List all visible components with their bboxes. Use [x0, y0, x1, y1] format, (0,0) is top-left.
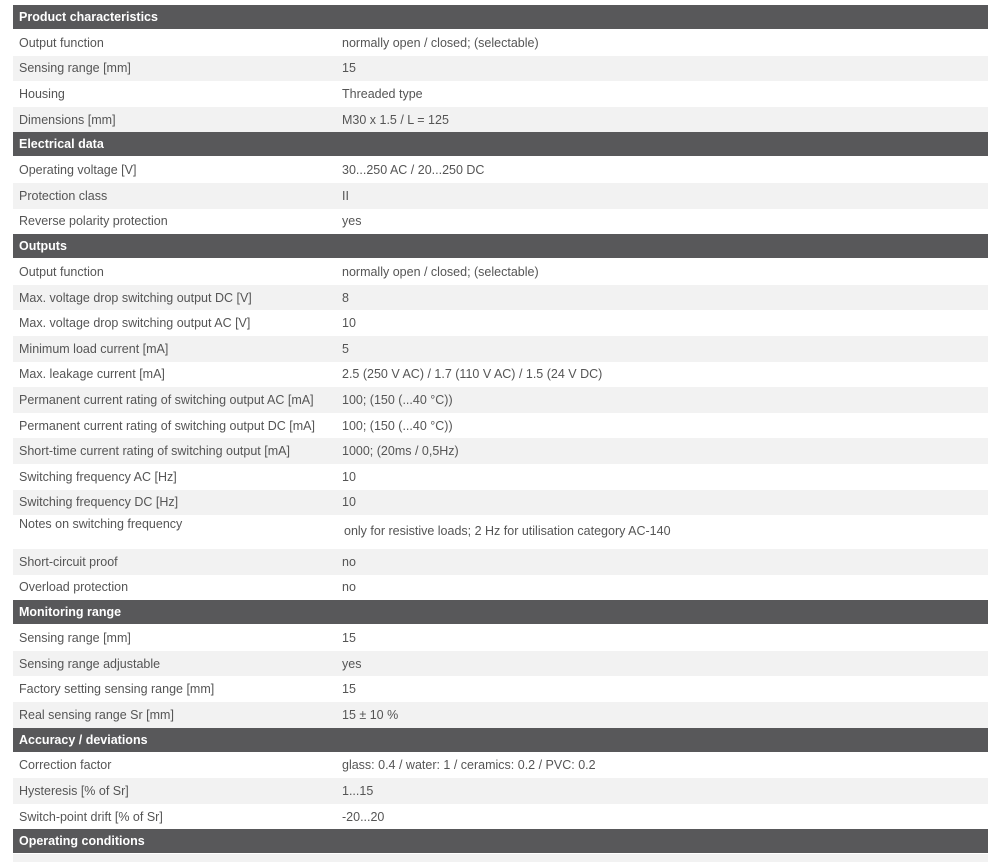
section-header: Operating conditions — [13, 829, 988, 854]
table-row — [13, 183, 988, 209]
row-label: Operating voltage [V] — [19, 163, 137, 178]
row-label: Real sensing range Sr [mm] — [19, 707, 174, 722]
table-row — [13, 854, 988, 862]
row-value: 10 — [342, 316, 356, 331]
row-label: Sensing range adjustable — [19, 656, 161, 671]
section-rows — [13, 259, 988, 600]
row-label: Switching frequency DC [Hz] — [19, 495, 179, 510]
table-row — [13, 651, 988, 677]
row-label: Sensing range [mm] — [19, 631, 131, 646]
section-rows — [13, 625, 988, 727]
table-row — [13, 676, 988, 702]
row-label: Sensing range [mm] — [19, 61, 131, 76]
table-row — [13, 778, 988, 804]
row-label: Max. leakage current [mA] — [19, 367, 165, 382]
row-label: Output function — [19, 35, 104, 50]
row-value: normally open / closed; (selectable) — [342, 35, 539, 50]
row-value: no — [342, 580, 356, 595]
row-value: yes — [342, 214, 362, 229]
row-label: Switching frequency AC [Hz] — [19, 469, 177, 484]
row-label: Short-circuit proof — [19, 554, 118, 569]
table-row — [13, 515, 988, 549]
row-label: Factory setting sensing range [mm] — [19, 682, 215, 697]
row-label: Max. voltage drop switching output AC [V] — [19, 316, 251, 331]
table-row — [13, 157, 988, 183]
table-row — [13, 30, 988, 56]
row-value: 5 — [342, 341, 349, 356]
row-label: Max. voltage drop switching output DC [V] — [19, 290, 252, 305]
row-value: only for resistive loads; 2 Hz for utilisation category AC-140 — [344, 524, 671, 539]
row-value: glass: 0.4 / water: 1 / ceramics: 0.2 / PVC: 0.2 — [342, 758, 596, 773]
table-row — [13, 702, 988, 728]
table-row — [13, 56, 988, 82]
row-value: M30 x 1.5 / L = 125 — [342, 112, 449, 127]
spec-table — [13, 5, 988, 862]
row-value: no — [342, 554, 356, 569]
row-value: yes — [342, 656, 362, 671]
table-row — [13, 107, 988, 133]
table-row — [13, 362, 988, 388]
table-row — [13, 438, 988, 464]
row-label: Protection class — [19, 188, 108, 203]
section-header: Monitoring range — [13, 600, 988, 625]
table-row — [13, 81, 988, 107]
spec-section — [13, 829, 988, 854]
table-row — [13, 413, 988, 439]
row-label: Switch-point drift [% of Sr] — [19, 809, 163, 824]
row-value: 30...250 AC / 20...250 DC — [342, 163, 485, 178]
spec-section — [13, 5, 988, 132]
spec-section — [13, 600, 988, 727]
section-header: Accuracy / deviations — [13, 728, 988, 753]
section-rows — [13, 753, 988, 830]
section-rows — [13, 30, 988, 132]
table-row — [13, 310, 988, 336]
section-rows — [13, 157, 988, 234]
table-row — [13, 464, 988, 490]
spec-section — [13, 132, 988, 234]
row-label: Minimum load current [mA] — [19, 341, 169, 356]
row-value: Threaded type — [342, 86, 423, 101]
table-row — [13, 490, 988, 516]
table-row — [13, 209, 988, 235]
row-value: 1000; (20ms / 0,5Hz) — [342, 444, 459, 459]
table-row — [13, 804, 988, 830]
row-label: Reverse polarity protection — [19, 214, 168, 229]
table-row — [13, 285, 988, 311]
row-value: 10 — [342, 469, 356, 484]
row-label: Notes on switching frequency — [19, 517, 183, 532]
row-label: Output function — [19, 264, 104, 279]
row-label: Correction factor — [19, 758, 112, 773]
row-value: 2.5 (250 V AC) / 1.7 (110 V AC) / 1.5 (24 V DC) — [342, 367, 603, 382]
spec-section — [13, 234, 988, 600]
table-row — [13, 549, 988, 575]
row-label: Permanent current rating of switching output DC [mA] — [19, 418, 315, 433]
row-label: Overload protection — [19, 580, 129, 595]
row-value: 100; (150 (...40 °C)) — [342, 418, 453, 433]
table-row — [13, 625, 988, 651]
row-label: Dimensions [mm] — [19, 112, 116, 127]
spec-section — [13, 728, 988, 830]
section-header: Electrical data — [13, 132, 988, 157]
row-label: Short-time current rating of switching output [mA] — [19, 444, 290, 459]
row-value: 10 — [342, 495, 356, 510]
row-value: 15 — [342, 682, 356, 697]
row-value: normally open / closed; (selectable) — [342, 264, 539, 279]
row-label: Hysteresis [% of Sr] — [19, 784, 129, 799]
row-value: II — [342, 188, 349, 203]
row-value: 15 — [342, 631, 356, 646]
row-value: 1...15 — [342, 784, 374, 799]
row-label: Permanent current rating of switching output AC [mA] — [19, 392, 314, 407]
table-row — [13, 259, 988, 285]
section-header: Outputs — [13, 234, 988, 259]
table-row — [13, 336, 988, 362]
row-value: -20...20 — [342, 809, 385, 824]
row-value: 15 — [342, 61, 356, 76]
row-value: 8 — [342, 290, 349, 305]
row-value: 100; (150 (...40 °C)) — [342, 392, 453, 407]
table-row — [13, 753, 988, 779]
row-value: 15 ± 10 % — [342, 707, 399, 722]
table-row — [13, 387, 988, 413]
row-label: Housing — [19, 86, 65, 101]
section-header: Product characteristics — [13, 5, 988, 30]
table-row — [13, 575, 988, 601]
